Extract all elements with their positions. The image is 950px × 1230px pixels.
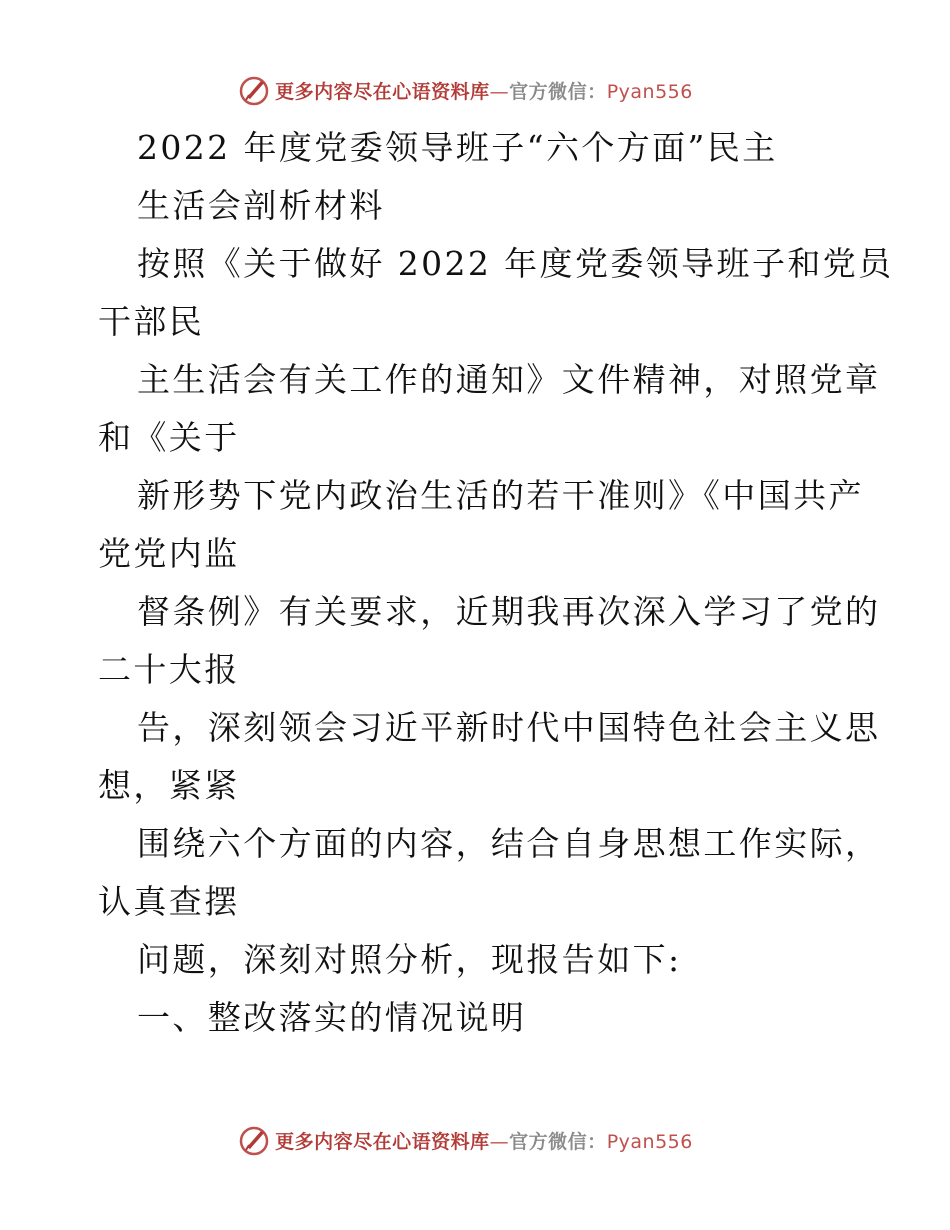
paragraph-line: 问题，深刻对照分析，现报告如下: xyxy=(137,940,682,979)
footer-banner-wechat-label: 官方微信： xyxy=(509,1130,607,1153)
footer-banner-lead: 更多内容尽在心语资料库 xyxy=(275,1130,490,1153)
quill-pen-seal-icon xyxy=(237,73,271,107)
header-banner-wechat-id: Pyan556 xyxy=(606,80,693,103)
header-banner xyxy=(0,70,950,110)
footer-banner xyxy=(0,1120,950,1160)
document-title-line-2: 生活会剖析材料 xyxy=(137,186,385,225)
footer-banner-dash: — xyxy=(489,1130,510,1153)
paragraph-line: 想，紧紧 xyxy=(98,766,240,805)
paragraph-line: 围绕六个方面的内容，结合自身思想工作实际， xyxy=(137,824,881,863)
paragraph-line: 二十大报 xyxy=(98,650,240,689)
paragraph-line: 认真查摆 xyxy=(98,882,240,921)
header-banner-wechat-label: 官方微信： xyxy=(509,80,607,103)
header-banner-dash: — xyxy=(489,80,510,103)
quill-pen-seal-icon xyxy=(237,1123,271,1157)
footer-banner-wechat-id: Pyan556 xyxy=(606,1130,693,1153)
paragraph-line: 干部民 xyxy=(98,302,205,341)
header-banner-lead: 更多内容尽在心语资料库 xyxy=(275,80,490,103)
paragraph-line: 告，深刻领会习近平新时代中国特色社会主义思 xyxy=(137,708,881,747)
paragraph-line: 党党内监 xyxy=(98,534,240,573)
section-heading: 一、整改落实的情况说明 xyxy=(137,998,527,1037)
paragraph-line: 主生活会有关工作的通知》文件精神，对照党章 xyxy=(137,360,881,399)
paragraph-line: 按照《关于做好 2022 年度党委领导班子和党员 xyxy=(137,244,894,283)
paragraph-line: 新形势下党内政治生活的若干准则》《中国共产 xyxy=(137,476,864,515)
paragraph-line: 和《关于 xyxy=(98,418,240,457)
document-title-line-1: 2022 年度党委领导班子“六个方面”民主 xyxy=(137,128,778,167)
paragraph-line: 督条例》有关要求，近期我再次深入学习了党的 xyxy=(137,592,881,631)
footer-banner-text xyxy=(275,1127,693,1154)
header-banner-text xyxy=(275,77,693,104)
